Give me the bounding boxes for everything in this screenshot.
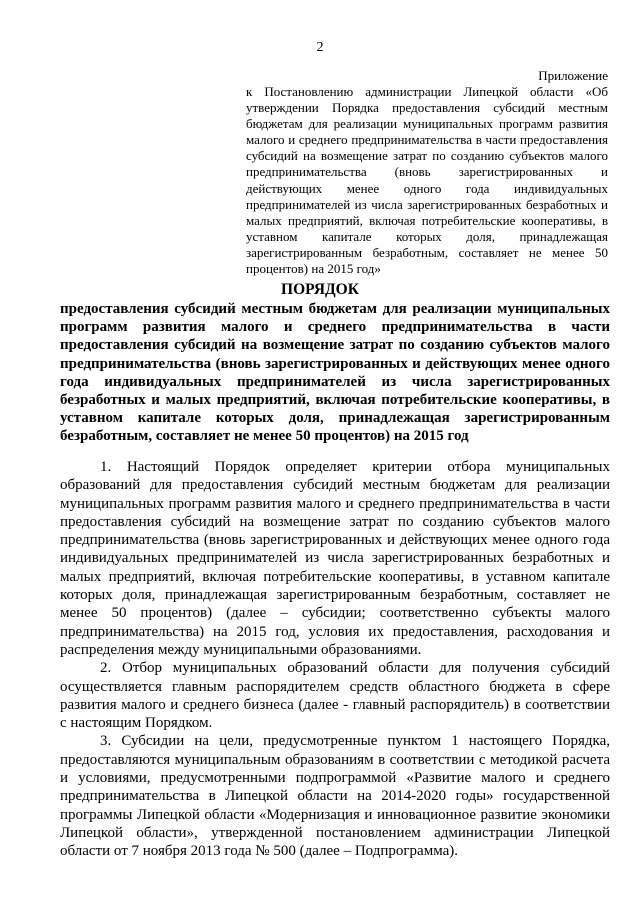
clause-1: 1. Настоящий Порядок определяет критерии отбора муниципальных образований для предоставления субсидий местным бюджетам для реализации муниципальных программ развития малого и среднего предпринимательства в части предоставления субсидий на возмещение затрат по созданию субъектов малого предпринимательства (вновь зарегистрированных и действующих менее одного года индивидуальных предпринимателей из числа зарегистрированных безработных и малых предприятий, включая потребительские кооперативы, в уставном капитале которых доля, принадлежащая зарегистрированным безработным, составляет не менее 50 процентов) (далее – субсидии; соответственно субъекты малого предпринимательства) на 2015 год, условия их предоставления, расходования и распределения между муниципальными образованиями. [60,459,610,658]
document-title: ПОРЯДОК [281,281,359,298]
page-number: 2 [316,40,324,55]
clause-3: 3. Субсидии на цели, предусмотренные пунктом 1 настоящего Порядка, предоставляются муниципальным образованиям в соответствии с методикой расчета и условиями, предусмотренными подпрограммой «Развитие малого и среднего предпринимательства в Липецкой области на 2014-2020 годы» государственной программы Липецкой области «Модернизация и инновационное развитие экономики Липецкой области», утвержденной постановлением администрации Липецкой области от 7 ноября 2013 года № 500 (далее – Подпрограмма). [60,733,610,860]
appendix-text: к Постановлению администрации Липецкой области «Об утверждении Порядка предоставления субсидий местным бюджетам для реализации муниципальных программ развития малого и среднего предпринимательства в части предоставления субсидий на возмещение затрат по созданию субъектов малого предпринимательства (вновь зарегистрированных и действующих менее одного года индивидуальных предпринимателей из числа зарегистрированных безработных и малых предприятий, включая потребительские кооперативы, в уставном капитале которых доля, принадлежащая зарегистрированным безработным, составляет не менее 50 процентов) на 2015 год» [246,84,608,277]
document-subtitle: предоставления субсидий местным бюджетам для реализации муниципальных программ развития малого и среднего предпринимательства в части предоставления субсидий на возмещение затрат по созданию субъектов малого предпринимательства (вновь зарегистрированных и действующих менее одного года индивидуальных предпринимателей из числа зарегистрированных безработных и малых предприятий, включая потребительские кооперативы, в уставном капитале которых доля, принадлежащая зарегистрированным безработным, составляет не менее 50 процентов) на 2015 год [60,301,610,445]
document-body [60,458,610,861]
clause-2: 2. Отбор муниципальных образований области для получения субсидий осуществляется главным распорядителем средств областного бюджета в сфере развития малого и среднего бизнеса (далее - главный распорядитель) в соответствии с настоящим Порядком. [60,660,610,732]
appendix-heading: Приложение [538,68,608,83]
